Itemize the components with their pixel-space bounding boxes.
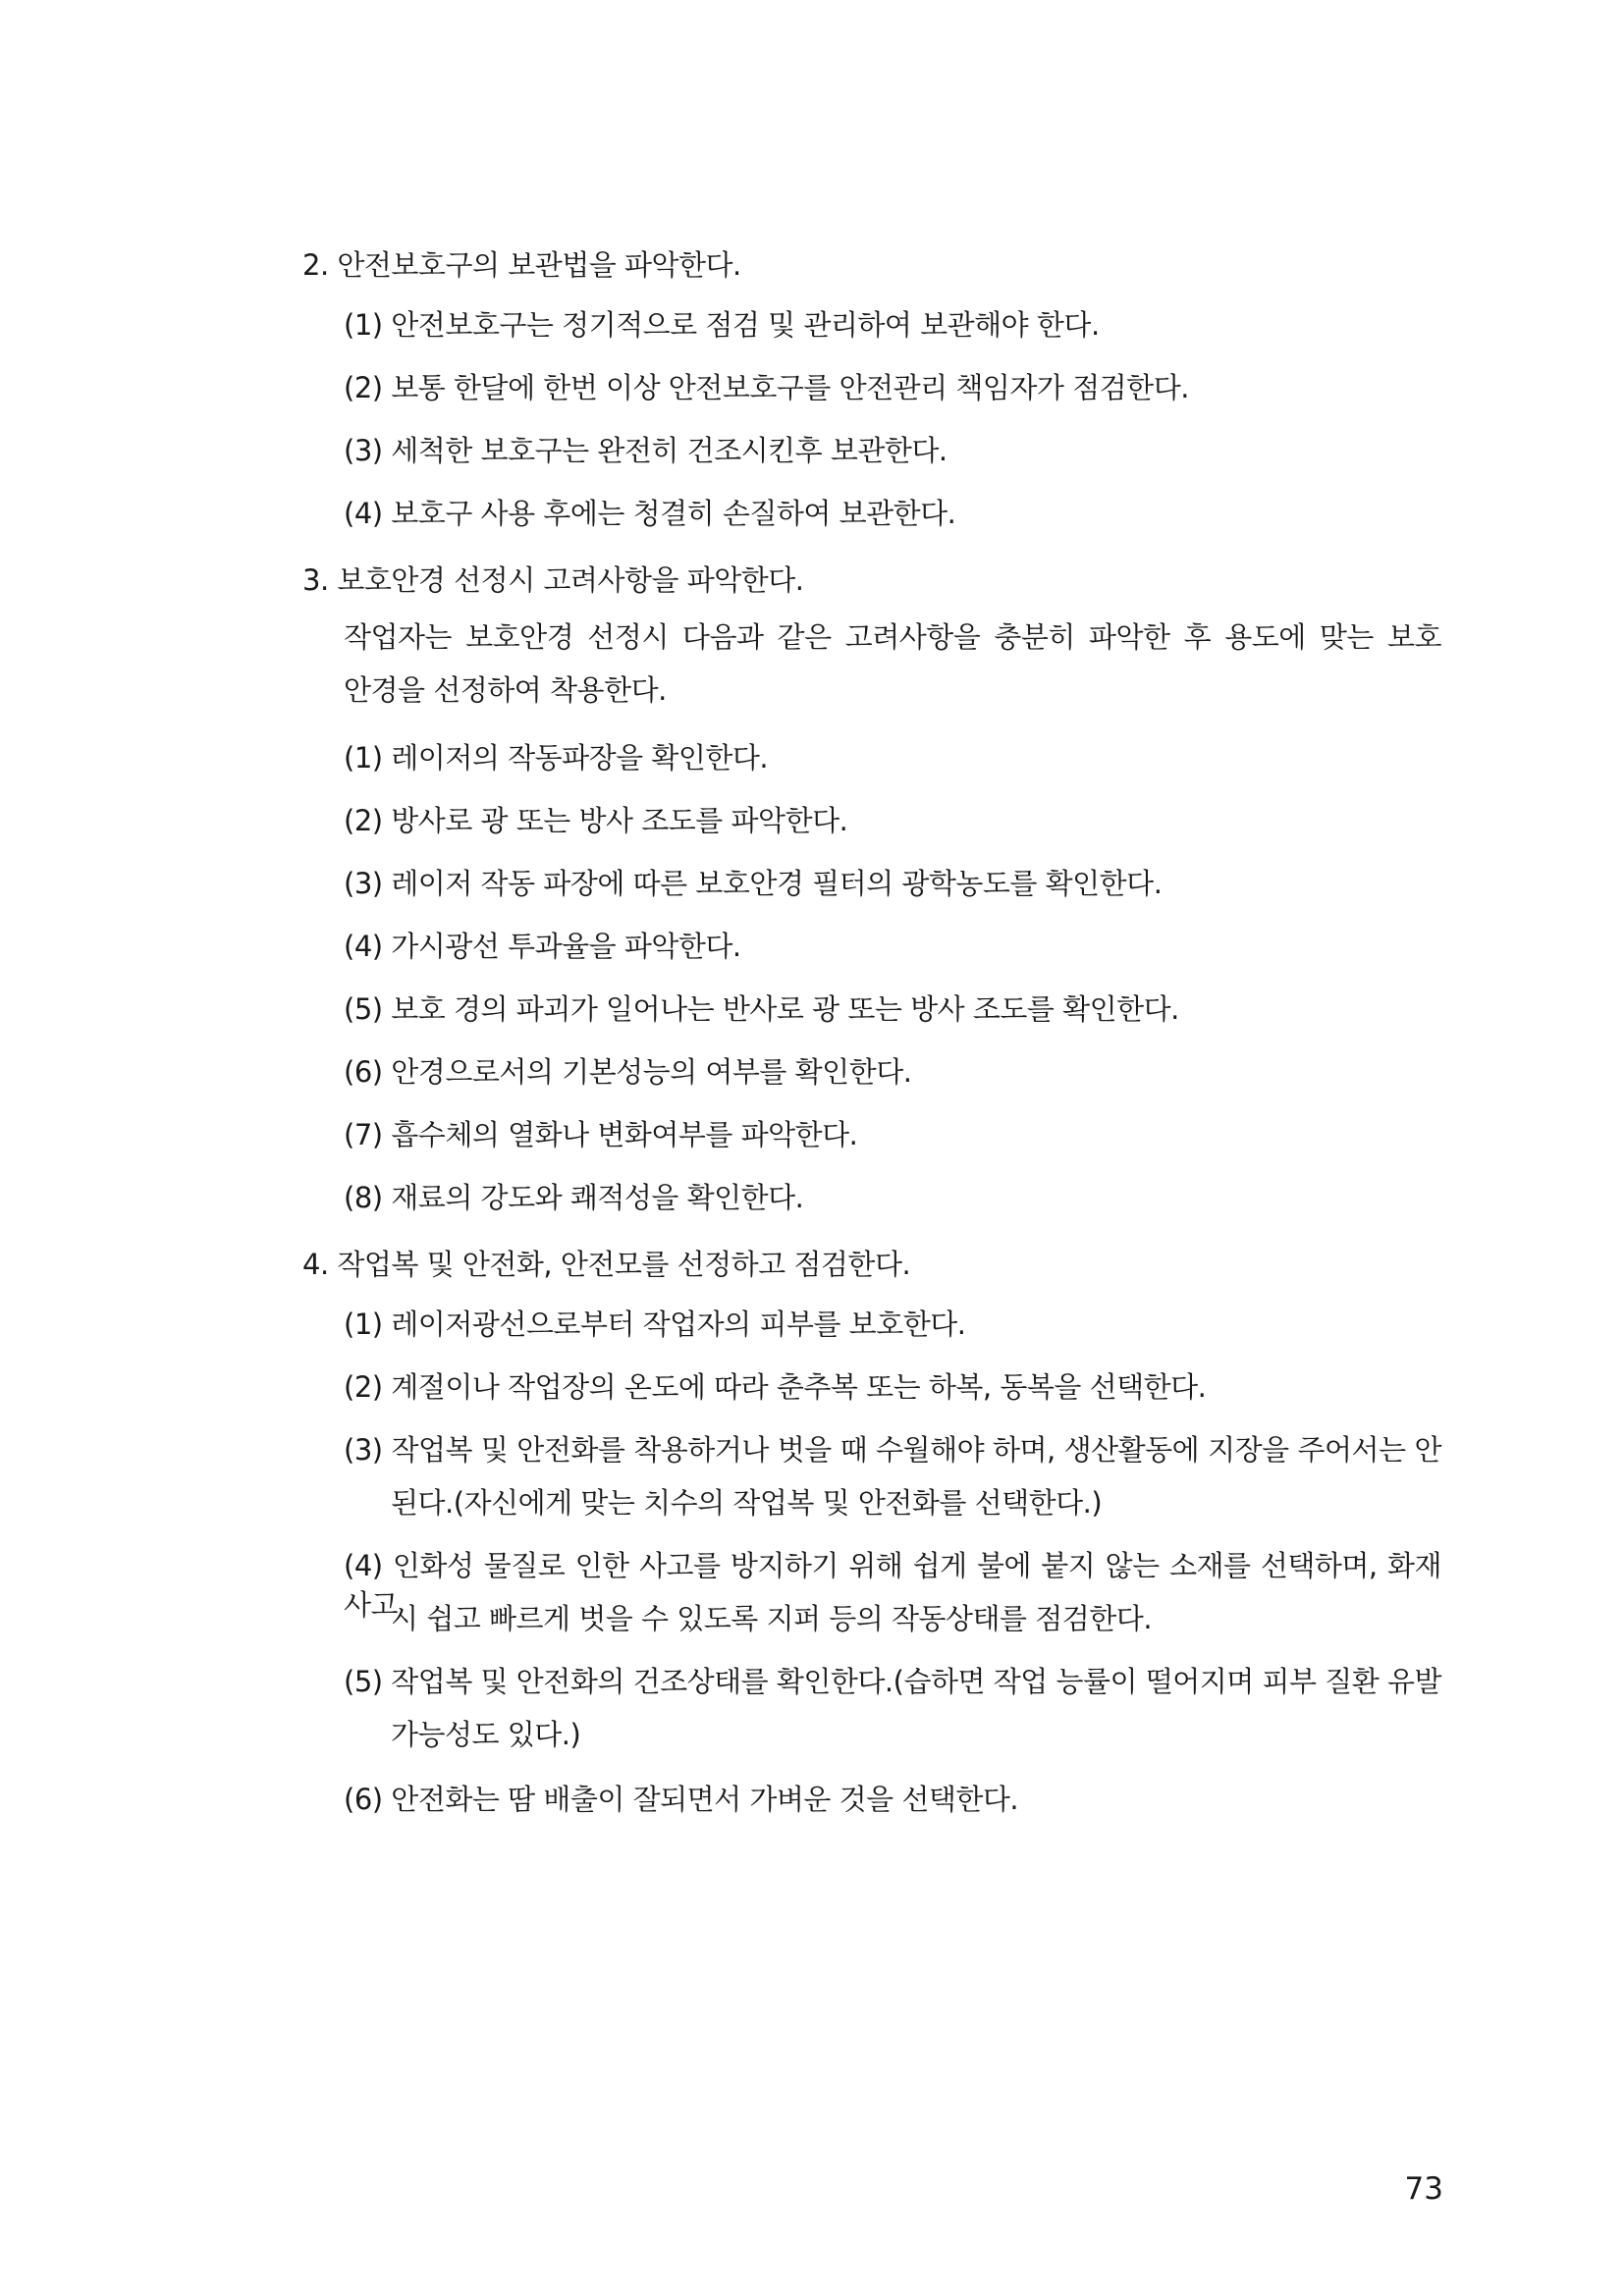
section-2-item-1: (1) 안전보호구는 정기적으로 점검 및 관리하여 보관해야 한다. [344,308,1100,342]
page-number: 73 [1404,2171,1443,2207]
section-3-item-6: (6) 안경으로서의 기본성능의 여부를 확인한다. [344,1055,912,1089]
section-3-item-5: (5) 보호 경의 파괴가 일어나는 반사로 광 또는 방사 조도를 확인한다. [344,992,1179,1026]
section-2-item-3: (3) 세척한 보호구는 완전히 건조시킨후 보관한다. [344,434,947,467]
section-4-heading: 4. 작업복 및 안전화, 안전모를 선정하고 점검한다. [302,1248,911,1281]
section-4-item-6: (6) 안전화는 땀 배출이 잘되면서 가벼운 것을 선택한다. [344,1783,1019,1816]
section-3-heading: 3. 보호안경 선정시 고려사항을 파악한다. [302,563,804,597]
section-2-heading: 2. 안전보호구의 보관법을 파악한다. [302,248,741,282]
section-4-item-1: (1) 레이저광선으로부터 작업자의 피부를 보호한다. [344,1308,966,1341]
section-4-item-5-line-2: 가능성도 있다.) [391,1718,581,1751]
section-3-item-3: (3) 레이저 작동 파장에 따른 보호안경 필터의 광학농도를 확인한다. [344,867,1163,900]
section-2-item-4: (4) 보호구 사용 후에는 청결히 손질하여 보관한다. [344,497,956,530]
section-4-item-2: (2) 계절이나 작업장의 온도에 따라 춘추복 또는 하복, 동복을 선택한다. [344,1370,1207,1404]
section-3-item-2: (2) 방사로 광 또는 방사 조도를 파악한다. [344,804,848,837]
section-3-item-7: (7) 흡수체의 열화나 변화여부를 파악한다. [344,1118,858,1151]
section-4-item-4-line-1: (4) 인화성 물질로 인한 사고를 방지하기 위해 쉽게 불에 붙지 않는 소재를 선택하며, 화재사고 [344,1549,1441,1622]
section-3-item-4: (4) 가시광선 투과율을 파악한다. [344,930,741,963]
section-2-item-2: (2) 보통 한달에 한번 이상 안전보호구를 안전관리 책임자가 점검한다. [344,371,1189,404]
section-3-intro-line-2: 안경을 선정하여 착용한다. [344,673,667,707]
section-4-item-3-line-1: (3) 작업복 및 안전화를 착용하거나 벗을 때 수월해야 하며, 생산활동에 지장을 주어서는 안 [344,1433,1441,1467]
section-3-intro-line-1: 작업자는 보호안경 선정시 다음과 같은 고려사항을 충분히 파악한 후 용도에 맞는 보호 [344,620,1441,654]
section-4-item-5-line-1: (5) 작업복 및 안전화의 건조상태를 확인한다.(습하면 작업 능률이 떨어지며 피부 질환 유발 [344,1665,1442,1698]
section-3-item-8: (8) 재료의 강도와 쾌적성을 확인한다. [344,1181,804,1214]
section-4-item-4-line-2: 시 쉽고 빠르게 벗을 수 있도록 지퍼 등의 작동상태를 점검한다. [391,1602,1153,1635]
section-4-item-3-line-2: 된다.(자신에게 맞는 치수의 작업복 및 안전화를 선택한다.) [391,1486,1103,1520]
section-3-item-1: (1) 레이저의 작동파장을 확인한다. [344,741,769,774]
